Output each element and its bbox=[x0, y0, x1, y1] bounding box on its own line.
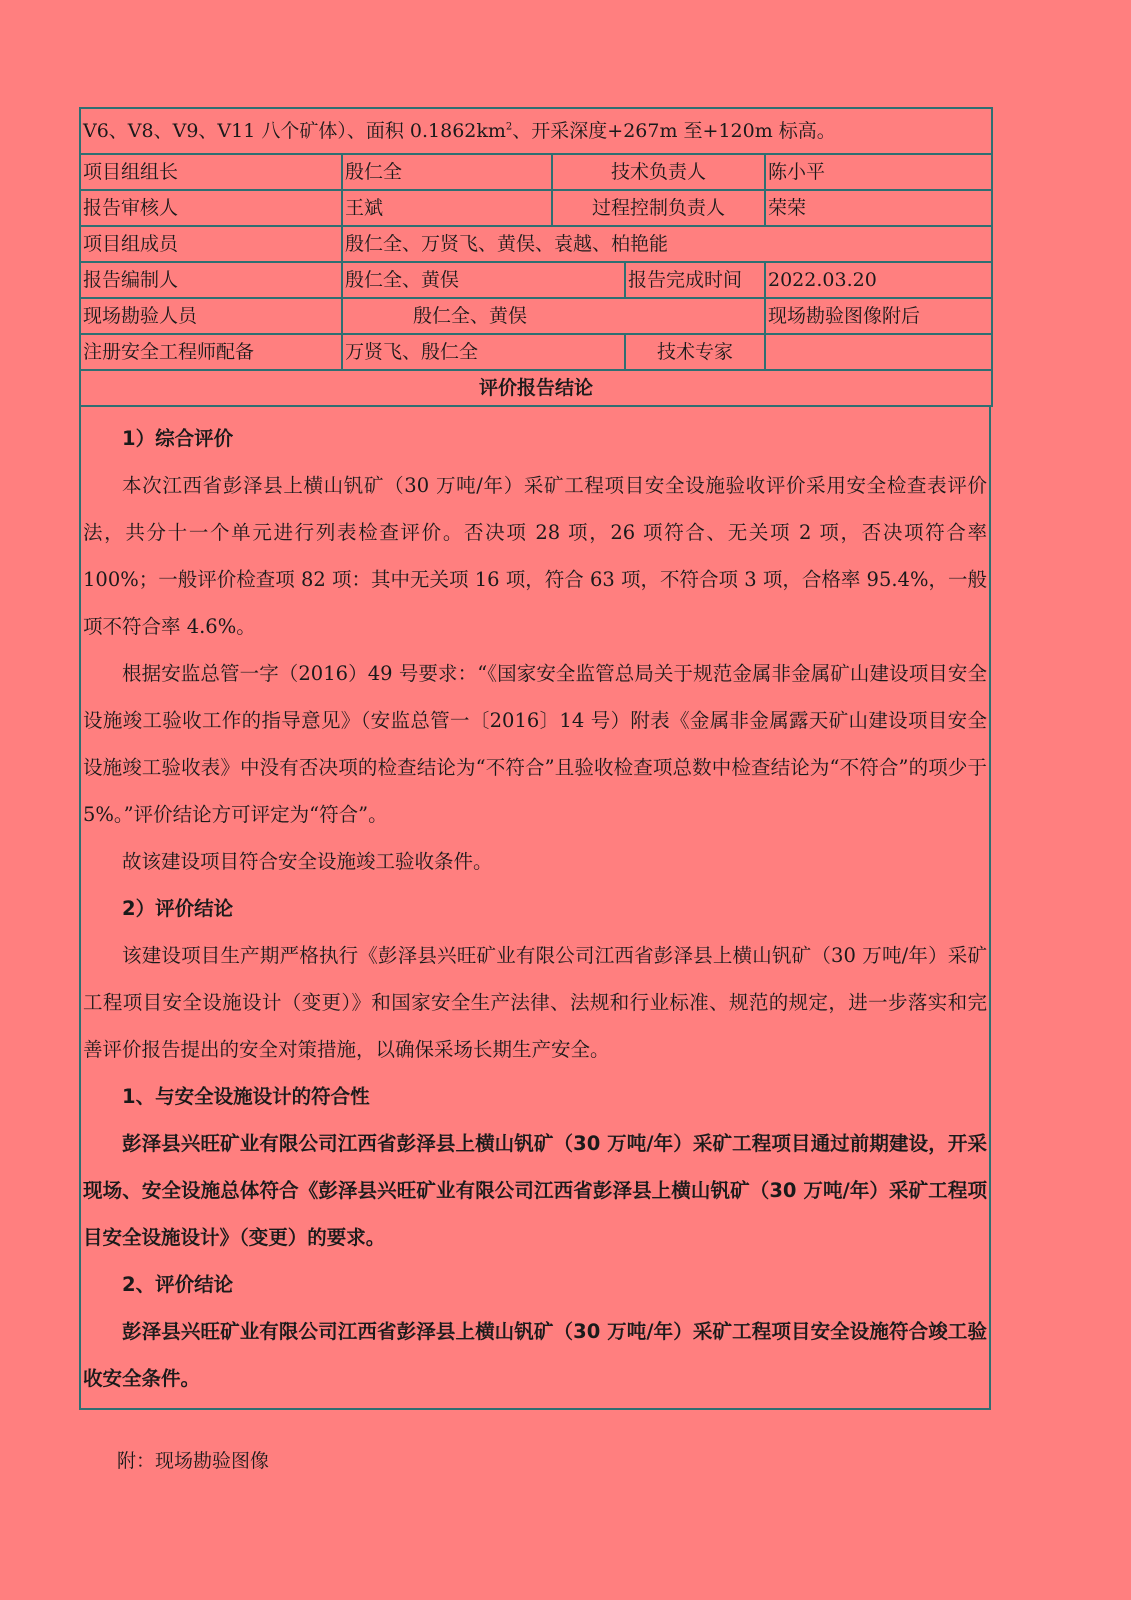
tech-lead-label: 技术负责人 bbox=[552, 154, 765, 190]
survey-value: 殷仁全、黄俣 bbox=[342, 298, 765, 334]
reviewer-value: 王斌 bbox=[342, 190, 552, 226]
subheading-design-conformity: 1、与安全设施设计的符合性 bbox=[122, 1085, 370, 1108]
reviewer-label: 报告审核人 bbox=[80, 190, 342, 226]
members-value: 殷仁全、万贤飞、黄俣、袁越、柏艳能 bbox=[342, 226, 992, 262]
report-sheet bbox=[79, 107, 991, 1410]
subheading-final-conclusion: 2、评价结论 bbox=[122, 1273, 234, 1296]
table-row bbox=[80, 298, 992, 334]
conclusion-body bbox=[79, 407, 991, 1410]
subheading-evaluation-conclusion: 2）评价结论 bbox=[122, 897, 234, 920]
tech-lead-value: 陈小平 bbox=[765, 154, 992, 190]
expert-value bbox=[765, 334, 992, 370]
survey-label: 现场勘验人员 bbox=[80, 298, 342, 334]
table-row bbox=[80, 370, 992, 406]
project-info-table bbox=[79, 107, 993, 407]
expert-label: 技术专家 bbox=[625, 334, 765, 370]
paragraph: 本次江西省彭泽县上横山钒矿（30 万吨/年）采矿工程项目安全设施验收评价采用安全检查表评价法，共分十一个单元进行列表检查评价。否决项 28 项，26 项符合、无关项 2 项，否决项符合率 100%；一般评价检查项 82 项：其中无关项 16 项，符合 63 项，不符合项 3 项，合格率 95.4%，一般项不符合率 4.6%。 bbox=[83, 474, 987, 638]
paragraph-bold: 彭泽县兴旺矿业有限公司江西省彭泽县上横山钒矿（30 万吨/年）采矿工程项目安全设施符合竣工验收安全条件。 bbox=[83, 1320, 987, 1390]
table-row bbox=[80, 108, 992, 154]
paragraph: 根据安监总管一字（2016）49 号要求：“《国家安全监管总局关于规范金属非金属矿山建设项目安全设施竣工验收工作的指导意见》（安监总管一〔2016〕14 号）附表《金属非金属露天矿山建设项目安全设施竣工验收表》中没有否决项的检查结论为“不符合”且验收检查项总数中检查结论为“不符合”的项少于 5%。”评价结论方可评定为“符合”。 bbox=[83, 662, 987, 826]
survey-note: 现场勘验图像附后 bbox=[765, 298, 992, 334]
leader-value: 殷仁全 bbox=[342, 154, 552, 190]
table-row bbox=[80, 154, 992, 190]
paragraph: 该建设项目生产期严格执行《彭泽县兴旺矿业有限公司江西省彭泽县上横山钒矿（30 万吨/年）采矿工程项目安全设施设计（变更）》和国家安全生产法律、法规和行业标准、规范的规定，进一步落实和完善评价报告提出的安全对策措施，以确保采场长期生产安全。 bbox=[83, 944, 987, 1061]
table-row bbox=[80, 262, 992, 298]
author-label: 报告编制人 bbox=[80, 262, 342, 298]
process-control-label: 过程控制负责人 bbox=[552, 190, 765, 226]
author-value: 殷仁全、黄俣 bbox=[342, 262, 625, 298]
finish-date-label: 报告完成时间 bbox=[625, 262, 765, 298]
subheading-overall-evaluation: 1）综合评价 bbox=[122, 427, 234, 450]
appendix-note: 附：现场勘验图像 bbox=[117, 1450, 270, 1472]
finish-date-value: 2022.03.20 bbox=[765, 262, 992, 298]
engineer-value: 万贤飞、殷仁全 bbox=[342, 334, 625, 370]
table-row bbox=[80, 226, 992, 262]
table-row bbox=[80, 190, 992, 226]
process-control-value: 荣荣 bbox=[765, 190, 992, 226]
leader-label: 项目组组长 bbox=[80, 154, 342, 190]
paragraph: 故该建设项目符合安全设施竣工验收条件。 bbox=[122, 850, 493, 873]
superscript-2: 2 bbox=[505, 121, 513, 133]
table-row bbox=[80, 334, 992, 370]
section-heading: 评价报告结论 bbox=[80, 370, 992, 406]
members-label: 项目组成员 bbox=[80, 226, 342, 262]
mining-scope-line: V6、V8、V9、V11 八个矿体）、面积 $0.1862km^2$、开采深度+267m 至+120m 标高。 bbox=[80, 108, 992, 154]
engineer-label: 注册安全工程师配备 bbox=[80, 334, 342, 370]
paragraph-bold: 彭泽县兴旺矿业有限公司江西省彭泽县上横山钒矿（30 万吨/年）采矿工程项目通过前期建设，开采现场、安全设施总体符合《彭泽县兴旺矿业有限公司江西省彭泽县上横山钒矿（30 万吨/年）采矿工程项目安全设施设计》（变更）的要求。 bbox=[83, 1132, 987, 1249]
